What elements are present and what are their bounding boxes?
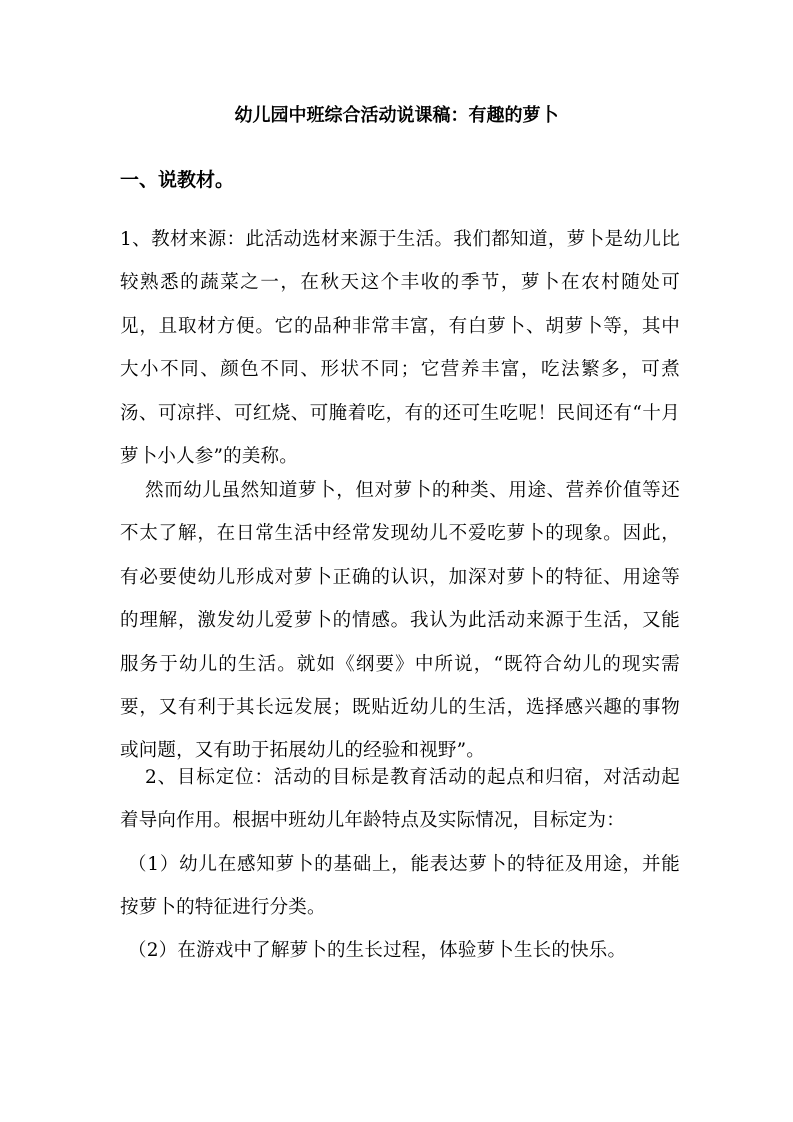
paragraph-goal-2: （2）在游戏中了解萝卜的生长过程，体验萝卜生长的快乐。	[128, 940, 627, 961]
paragraph-goal-positioning: 2、目标定位：活动的目标是教育活动的起点和归宿，对活动起着导向作用。根据中班幼儿年龄特点及实际情况，目标定为：	[120, 767, 680, 832]
page-title: 幼儿园中班综合活动说课稿：有趣的萝卜	[234, 105, 559, 126]
paragraph-material-source: 1、教材来源：此活动选材来源于生活。我们都知道，萝卜是幼儿比较熟悉的蔬菜之一，在秋天这个丰收的季节，萝卜在农村随处可见，且取材方便。它的品种非常丰富，有白萝卜、胡萝卜等，其中大小不同、颜色不同、形状不同；它营养丰富，吃法繁多，可煮汤、可凉拌、可红烧、可腌着吃，有的还可生吃呢！民间还有“十月萝卜小人参”的美称。	[120, 229, 680, 468]
section-heading: 一、说教材。	[120, 169, 235, 191]
paragraph-material-analysis: 然而幼儿虽然知道萝卜，但对萝卜的种类、用途、营养价值等还不太了解，在日常生活中经常发现幼儿不爱吃萝卜的现象。因此，有必要使幼儿形成对萝卜正确的认识，加深对萝卜的特征、用途等的理解，激发幼儿爱萝卜的情感。我认为此活动来源于生活，又能服务于幼儿的生活。就如《纲要》中所说，“既符合幼儿的现实需要，又有利于其长远发展；既贴近幼儿的生活，选择感兴趣的事物或问题，又有助于拓展幼儿的经验和视野”。	[120, 480, 680, 762]
paragraph-goal-1: （1）幼儿在感知萝卜的基础上，能表达萝卜的特征及用途，并能按萝卜的特征进行分类。	[120, 854, 680, 919]
